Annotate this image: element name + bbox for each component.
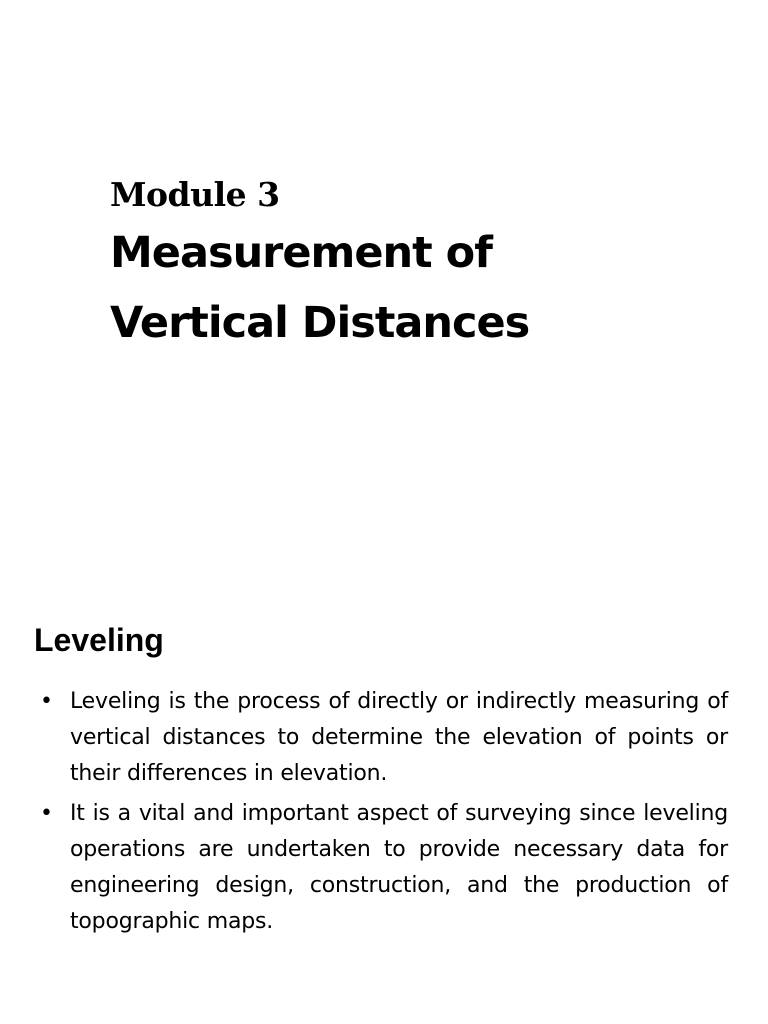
bullet-text: Leveling is the process of directly or indirectly measuring of vertical distances to determine the elevation of points or their differences in elevation. [70, 689, 728, 786]
list-item [40, 796, 728, 940]
section-heading: Leveling [34, 622, 164, 658]
title-block [110, 172, 710, 358]
title-line-1: Measurement of [110, 228, 492, 278]
bullet-icon: • [40, 801, 53, 826]
bullet-icon: • [40, 689, 53, 714]
bullet-text: It is a vital and important aspect of surveying since leveling operations are undertaken to provide necessary data for engineering design, construction, and the production of topographic maps. [70, 801, 728, 934]
module-label: Module 3 [110, 175, 280, 214]
list-item [40, 684, 728, 792]
title-line-2: Vertical Distances [110, 298, 530, 348]
page-title [110, 218, 710, 358]
bullet-list [40, 684, 728, 944]
